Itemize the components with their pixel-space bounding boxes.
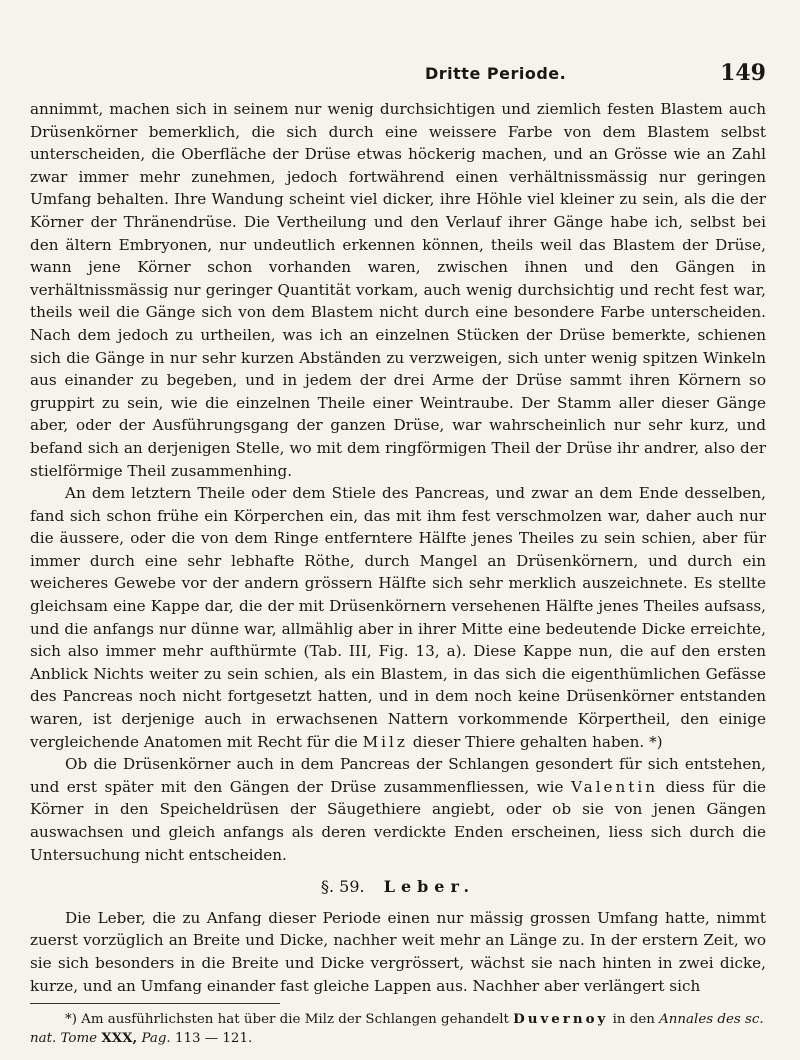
- footnote-journal: Annales des sc. nat. Tome: [30, 1012, 764, 1046]
- term-milz: Milz: [362, 732, 408, 751]
- footnote-author: Duvernoy: [513, 1011, 609, 1027]
- paragraph-4: Die Leber, die zu Anfang dieser Periode einen nur mässig grossen Umfang hatte, nimmt zuerst vorzüglich an Breite und Dicke, nachher weit mehr an Länge zu. In der erstern Zeit, wo sie sich besonders in die Breite und Dicke vergrössert, wächst sie nach hinten in zwei dicke, kurze, und an Umfang einander fast gleiche Lappen aus. Nachher aber verlängert sich: [30, 908, 766, 995]
- footnote-pages: 113 — 121.: [174, 1031, 253, 1046]
- paragraph-3-end: diess für die Körner in den Speicheldrüsen der Säugethiere angiebt, oder ob sie von jenen Gängen auswachsen und gleich anfangs als deren verdickte Enden erscheinen, liess sich durch die Untersuchung nicht entscheiden.: [30, 777, 767, 864]
- page-number: 149: [720, 60, 766, 86]
- footnote-text: [30, 1010, 766, 1048]
- paragraph-3-text: Ob die Drüsenkörner auch in dem Pancreas der Schlangen gesondert für sich entstehen, und erst später mit den Gängen der Drüse zusammenfliessen, wie: [30, 755, 766, 796]
- footnote-lead: *) Am ausführlichsten hat über die Milz der Schlangen gehandelt: [65, 1012, 509, 1027]
- paragraph-2-end: dieser Thiere gehalten haben. *): [412, 732, 663, 751]
- section-number: §. 59.: [320, 877, 365, 897]
- paragraph-2-text: An dem letztern Theile oder dem Stiele des Pancreas, und zwar an dem Ende desselben, fand sich schon frühe ein Körperchen ein, das mit ihm fest verschmolzen war, daher auch nur die äussere, oder die von dem Ringe entferntere Hälfte jenes Theiles zu sein schien, aber für immer durch eine sehr lebhafte Röthe, durch Mangel an Drüsenkörnern, und durch ein weicheres Gewebe vor der andern grössern Hälfte sich sehr merklich auszeichnete. Es stellte gleichsam eine Kappe dar, die der mit Drüsenkörnern versehenen Hälfte jenes Theiles aufsass, und die anfangs nur dünne war, allmählig aber in ihrer Mitte eine bedeutende Dicke erreichte, sich also immer mehr aufthürmte (Tab. III, Fig. 13, a). Diese Kappe nun, die auf den ersten Anblick Nichts weiter zu sein schien, als ein Blastem, in das sich die eigenthümlichen Gefässe des Pancreas noch nicht fortgesetzt hatten, und in dem noch keine Drüsenkörner entstanden waren, ist derjenige auch in erwachsenen Nattern vorkommende Körpertheil, den einige vergleichende Anatomen mit Recht für die: [30, 484, 766, 751]
- paragraph-1: annimmt, machen sich in seinem nur wenig durchsichtigen und ziemlich festen Blastem auch Drüsenkörner bemerklich, die sich durch eine weissere Farbe von dem Blastem selbst unterscheiden, die Oberfläche der Drüse etwas höckerig machen, und an Grösse wie an Zahl zwar immer mehr zunehmen, jedoch fortwährend einen verhältnissmässig nur geringen Umfang behalten. Ihre Wandung scheint viel dicker, ihre Höhle viel kleiner zu sein, als die der Körner der Thränendrüse. Die Vertheilung und den Verlauf ihrer Gänge habe ich, selbst bei den ältern Embryonen, nur undeutlich erkennen können, theils weil das Blastem der Drüse, wann jene Körner schon vorhanden waren, zwischen ihnen und den Gängen in verhältnissmässig nur geringer Quantität vorkam, auch wenig durchsichtig und recht fest war, theils weil die Gänge sich von dem Blastem nicht durch eine besondere Farbe unterscheiden. Nach dem jedoch zu urtheilen, was ich an einzelnen Stücken der Drüse bemerkte, schienen sich die Gänge in nur sehr kurzen Abständen zu verzweigen, sich unter wenig spitzen Winkeln aus einander zu begeben, und in jedem der drei Arme der Drüse sammt ihren Körnern so gruppirt zu sein, wie die einzelnen Theile einer Weintraube. Der Stamm aller dieser Gänge aber, oder der Ausführungsgang der ganzen Drüse, war wahrscheinlich nur sehr kurz, und befand sich an derjenigen Stelle, wo mit dem ringförmigen Theil der Drüse ihr andrer, also der stielförmige Theil zusammenhing.: [30, 100, 766, 480]
- footnote-rule: [30, 1003, 280, 1004]
- body-text: [30, 98, 766, 997]
- footnote-volume: XXX,: [101, 1030, 138, 1046]
- section-heading: [30, 876, 766, 899]
- author-valentin: Valentin: [571, 777, 659, 796]
- section-title: Leber.: [383, 877, 476, 897]
- footnote-pag: Pag.: [141, 1031, 171, 1046]
- paragraph-3: [30, 753, 766, 866]
- paragraph-2: [30, 482, 766, 753]
- footnote: [30, 1010, 766, 1048]
- footnote-mid: in den: [612, 1012, 655, 1027]
- running-head: Dritte Periode.: [425, 64, 567, 83]
- page-header: [30, 60, 766, 90]
